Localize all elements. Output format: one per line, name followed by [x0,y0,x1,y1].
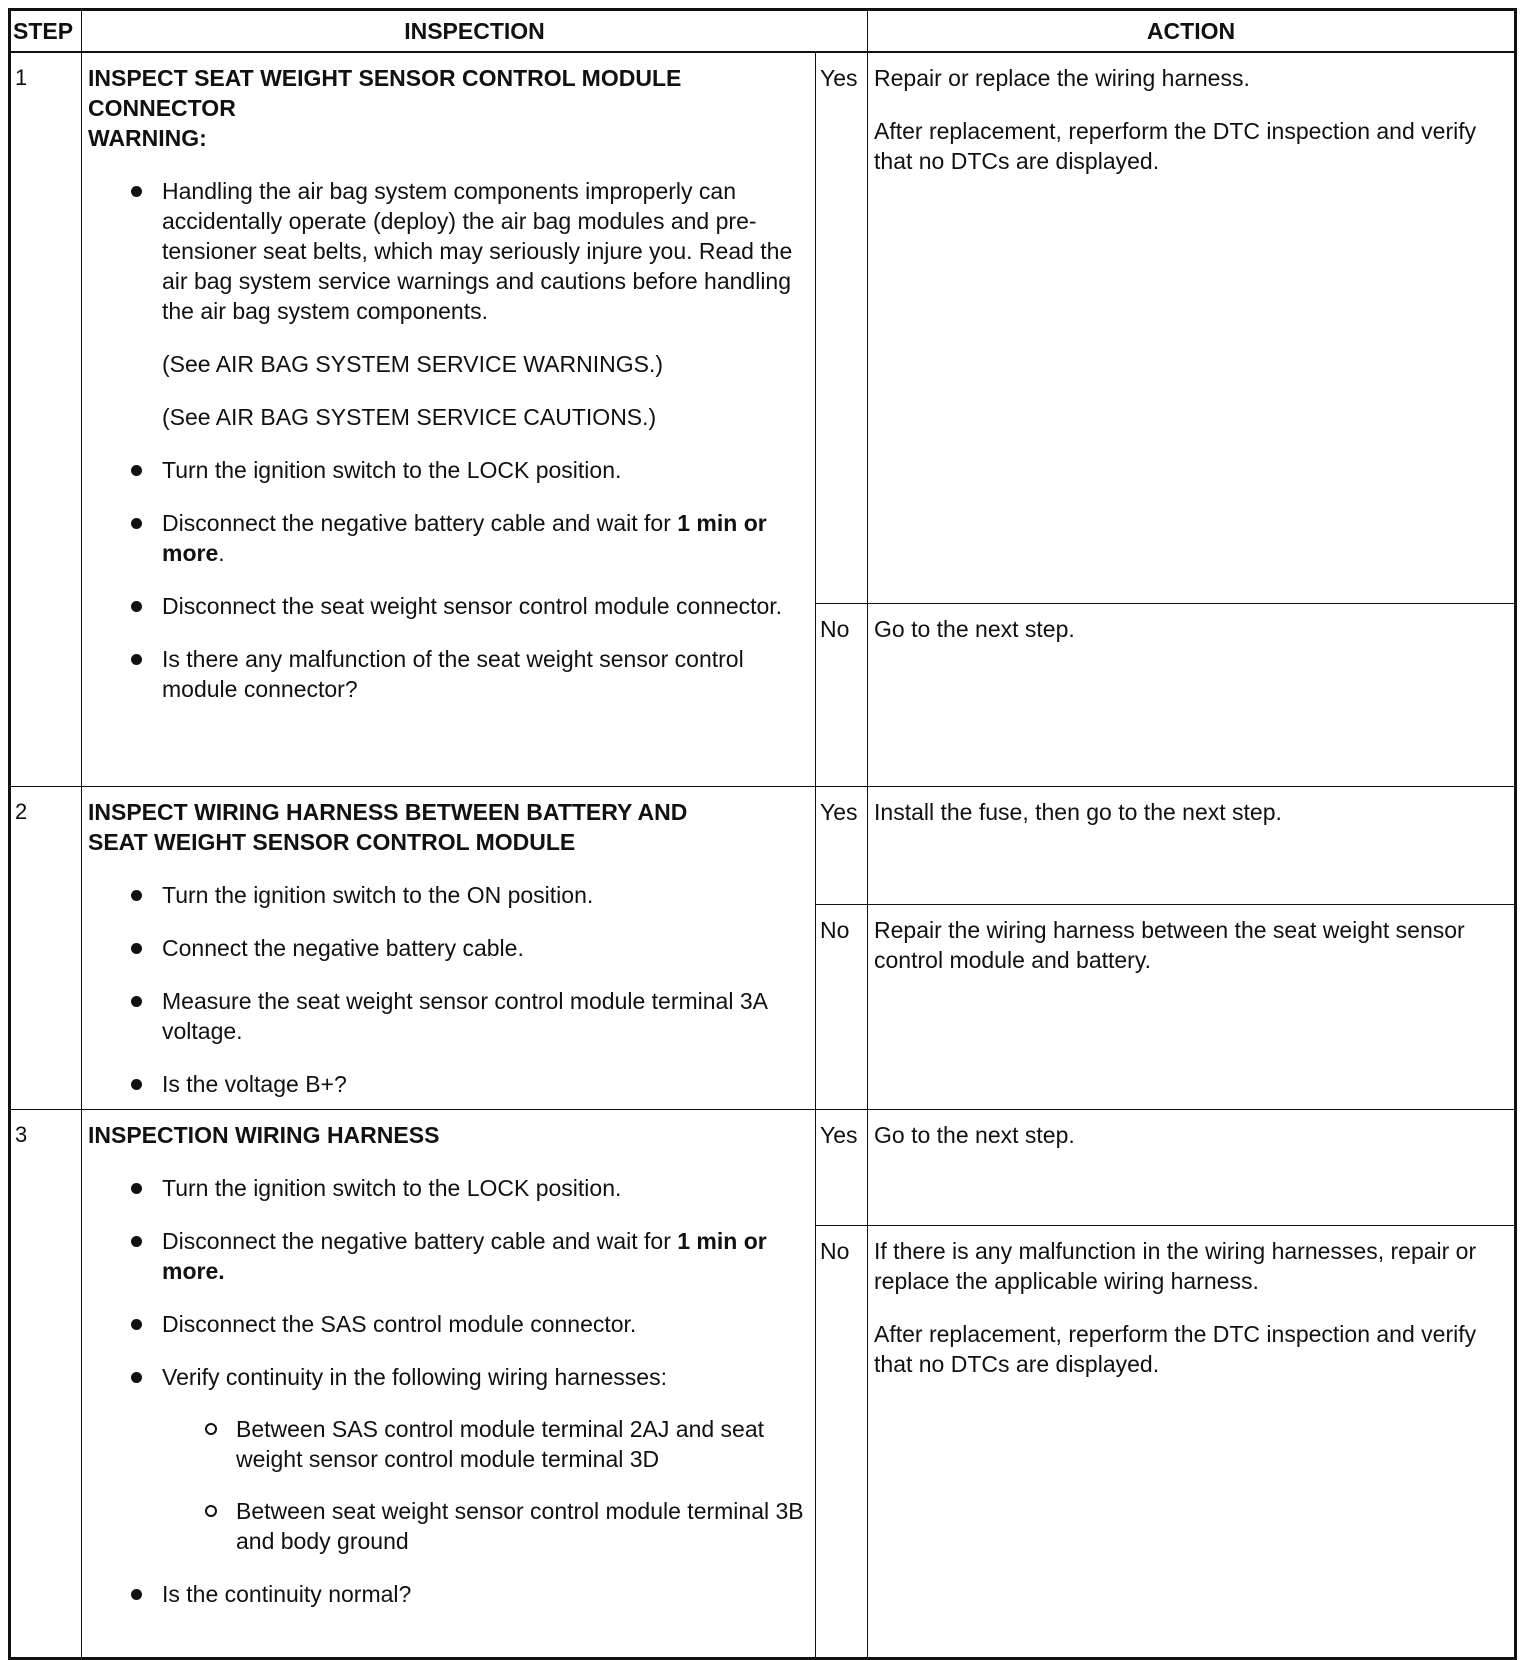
step-title: INSPECT WIRING HARNESS BETWEEN BATTERY AND [88,798,688,825]
step-title: INSPECTION WIRING HARNESS [88,1121,440,1148]
warning-text: Handling the air bag system components improperly can accidentally operate (deploy) the air bag modules and pre-tensioner seat belts, which may seriously injure you. Read the air bag system service warnings and cautions before handling the air bag system components. [162,178,793,324]
bullet-emphasis: 1 min or more [162,510,767,566]
yes-action [868,1109,1516,1225]
bullet-text: Disconnect the negative battery cable and wait for [162,1227,678,1254]
bullet-item: Is the continuity normal? [162,1579,807,1609]
no-action [868,904,1516,1109]
bullet-item: Turn the ignition switch to the ON position. [162,880,807,910]
step-1-yes-row [10,52,1516,603]
no-label: No [816,1225,868,1658]
step-number: 3 [10,1109,82,1658]
sub-bullets [162,1414,807,1556]
no-label: No [816,904,868,1109]
step-3-yes-row [10,1109,1516,1225]
sub-bullet-item: Between SAS control module terminal 2AJ and seat weight sensor control module terminal 3D [236,1414,807,1474]
step-2-yes-row [10,786,1516,904]
bullet-item: Disconnect the seat weight sensor control module connector. [162,591,807,621]
bullet-item: Measure the seat weight sensor control module terminal 3A voltage. [162,986,807,1046]
bullet-period: . [218,540,225,566]
bullet-item: Connect the negative battery cable. [162,933,807,963]
bullet-item [162,176,807,432]
action-text: Repair or replace the wiring harness. [874,65,1250,91]
inspection-bullets [88,1173,807,1609]
header-step: STEP [10,10,82,53]
action-text: Go to the next step. [874,615,1075,642]
bullet-item [162,1362,807,1556]
see-warnings-ref: (See AIR BAG SYSTEM SERVICE WARNINGS.) [162,351,664,377]
yes-action [868,52,1516,603]
action-text: After replacement, reperform the DTC inspection and verify that no DTCs are displayed. [874,118,1477,174]
bullet-item: Turn the ignition switch to the LOCK position. [162,1173,807,1203]
step-number: 2 [10,786,82,1109]
step-2-inspection [82,786,816,1109]
action-text: If there is any malfunction in the wiring harnesses, repair or replace the applicable wiring harness. [874,1237,1477,1294]
no-label: No [816,603,868,786]
diagnostic-table [8,8,1517,1660]
bullet-item [162,1226,807,1286]
step-title-cont: SEAT WEIGHT SENSOR CONTROL MODULE [88,828,576,855]
inspection-table-sheet [8,8,1514,1648]
see-cautions-ref: (See AIR BAG SYSTEM SERVICE CAUTIONS.) [162,404,657,430]
bullet-item [162,508,807,568]
warning-label: WARNING: [88,125,207,151]
inspection-bullets [88,880,807,1099]
yes-label: Yes [816,1109,868,1225]
yes-label: Yes [816,52,868,603]
bullet-item: Disconnect the SAS control module connector. [162,1309,807,1339]
yes-action [868,786,1516,904]
action-text: Repair the wiring harness between the seat weight sensor control module and battery. [874,916,1465,973]
bullet-emphasis: 1 min or more. [162,1227,767,1284]
no-action [868,603,1516,786]
bullet-item: Is there any malfunction of the seat weight sensor control module connector? [162,644,807,704]
action-text: Install the fuse, then go to the next step. [874,798,1282,825]
no-action [868,1225,1516,1658]
step-1-inspection [82,52,816,786]
header-inspection: INSPECTION [82,10,868,53]
header-action: ACTION [868,10,1516,53]
bullet-text: Verify continuity in the following wiring harnesses: [162,1363,667,1390]
bullet-item: Turn the ignition switch to the LOCK position. [162,455,807,485]
bullet-text: Disconnect the negative battery cable and wait for [162,510,678,536]
step-title: INSPECT SEAT WEIGHT SENSOR CONTROL MODULE [88,65,682,91]
action-text: Go to the next step. [874,1121,1075,1148]
sub-bullet-item: Between seat weight sensor control module terminal 3B and body ground [236,1496,807,1556]
bullet-item: Is the voltage B+? [162,1069,807,1099]
step-number: 1 [10,52,82,786]
action-text: After replacement, reperform the DTC inspection and verify that no DTCs are displayed. [874,1320,1477,1377]
step-title-cont: CONNECTOR [88,95,236,121]
header-row [10,10,1516,53]
yes-label: Yes [816,786,868,904]
step-3-inspection [82,1109,816,1658]
inspection-bullets [88,176,807,704]
